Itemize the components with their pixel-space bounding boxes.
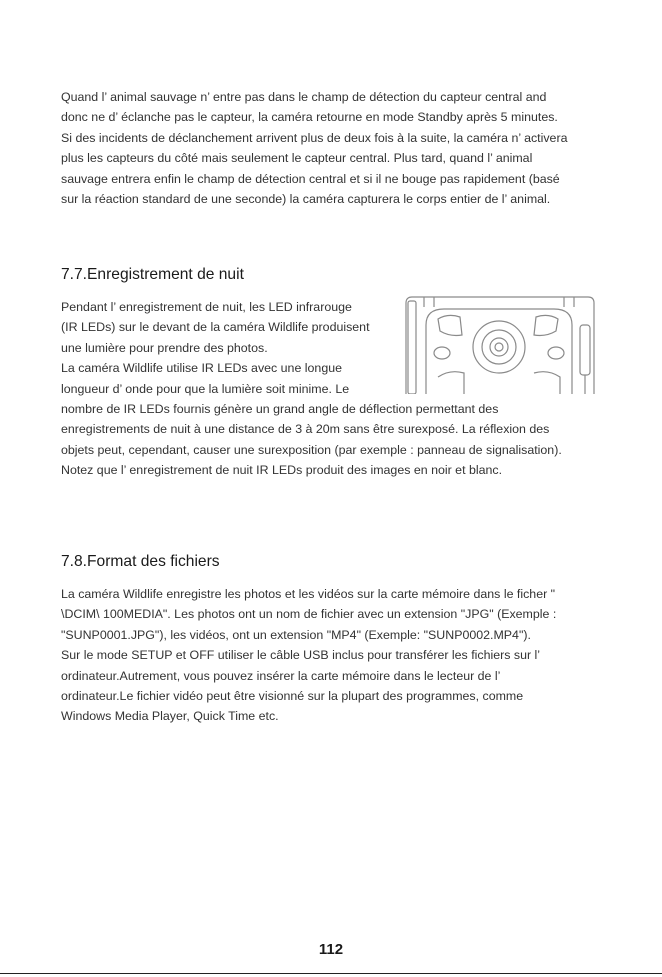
text-line: Si des incidents de déclanchement arrivent plus de deux fois à la suite, la caméra n’ activera [61,130,568,145]
text-line: donc ne d’ éclanche pas le capteur, la caméra retourne en mode Standby après 5 minutes. [61,110,558,125]
text-line: ordinateur.Autrement, vous pouvez insérer la carte mémoire dans le lecteur de l’ [61,668,501,683]
file-format-paragraph [61,584,556,727]
intro-paragraph [61,87,567,209]
page-number: 112 [318,941,344,958]
bottom-divider [0,973,662,974]
text-line: La caméra Wildlife utilise IR LEDs avec une longue [61,361,342,376]
text-line: "SUNP0001.JPG"), les vidéos, ont un extension "MP4" (Exemple: "SUNP0002.MP4"). [61,627,531,642]
text-line: Sur le mode SETUP et OFF utiliser le câble USB inclus pour transférer les fichiers sur l’ [61,648,541,663]
text-line: Pendant l’ enregistrement de nuit, les LED infrarouge [61,300,352,314]
text-line: (IR LEDs) sur le devant de la caméra Wildlife produisent [61,320,370,335]
text-line: une lumière pour prendre des photos. [61,340,268,355]
text-line: sur la réaction standard de une seconde) la caméra capturera le corps entier de l’ animal. [61,192,551,207]
text-line: enregistrements de nuit à une distance de 3 à 20m sans être surexposé. La réflexion des [61,422,550,437]
text-line: nombre de IR LEDs fournis génère un grand angle de déflection permettant des [61,402,499,417]
text-line: La caméra Wildlife enregistre les photos et les vidéos sur la carte mémoire dans le ficher " [61,587,556,601]
text-line: ordinateur.Le fichier vidéo peut être visionné sur la plupart des programmes, comme [61,689,524,704]
text-line: plus les capteurs du côté mais seulement le capteur central. Plus tard, quand l’ animal [61,151,533,166]
camera-front-illustration [404,295,596,394]
text-line: Quand l’ animal sauvage n’ entre pas dans le champ de détection du capteur central and [61,90,547,104]
text-line: sauvage entrera enfin le champ de détection central et si il ne bouge pas rapidement (basé [61,171,560,186]
section-heading-night-recording: 7.7.Enregistrement de nuit [61,266,244,283]
text-line: objets peut, cependant, causer une surexposition (par exemple : panneau de signalisation). [61,442,562,457]
text-line: longueur d’ onde pour que la lumière soit minime. Le [61,381,350,396]
text-line: Notez que l’ enregistrement de nuit IR LEDs produit des images en noir et blanc. [61,463,503,478]
text-line: Windows Media Player, Quick Time etc. [61,709,279,724]
text-line: \DCIM\ 100MEDIA". Les photos ont un nom de fichier avec un extension "JPG" (Exemple : [61,607,557,622]
section-heading-file-format: 7.8.Format des fichiers [61,553,220,570]
